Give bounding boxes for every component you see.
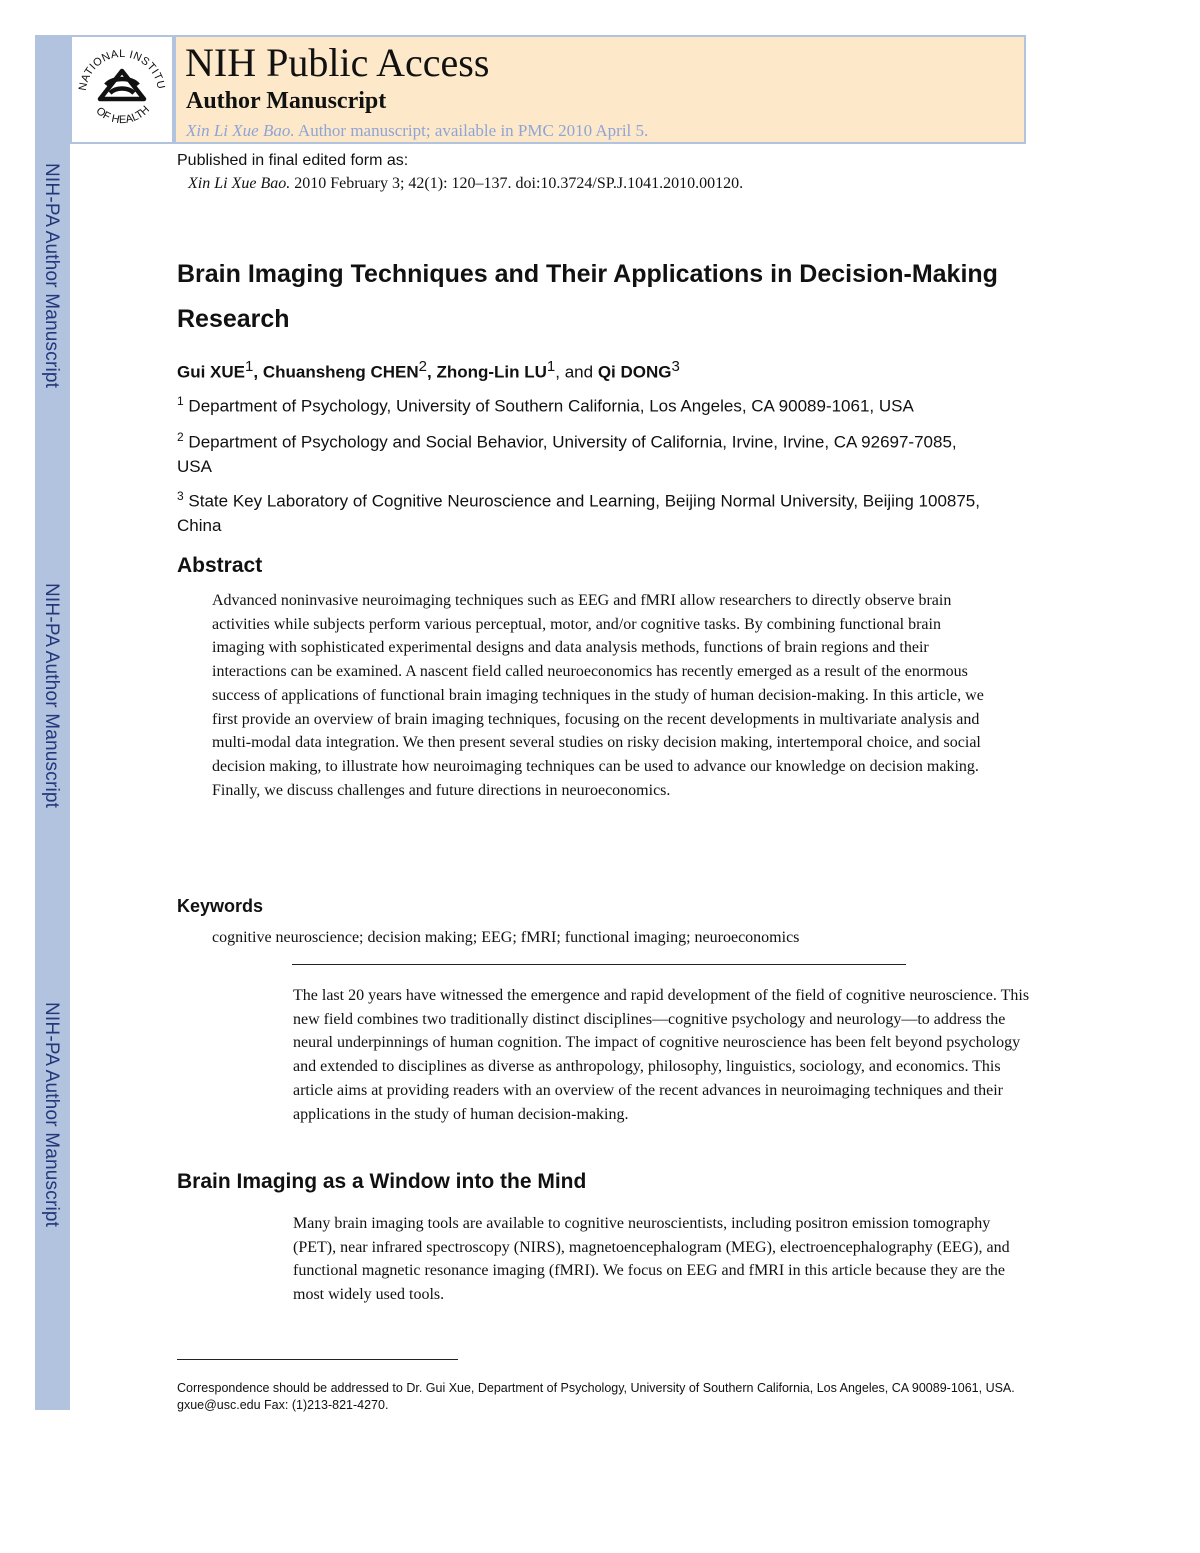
header-availability	[186, 121, 648, 141]
header-journal: Xin Li Xue Bao.	[186, 121, 295, 140]
author-sup: 2	[418, 358, 427, 375]
author-name: Chuansheng CHEN	[262, 362, 419, 382]
abstract-heading: Abstract	[177, 554, 263, 577]
author-sup: 1	[546, 358, 556, 375]
intro-paragraph: The last 20 years have witnessed the emergence and rapid development of the field of cognitive neuroscience. This new field combines two traditionally distinct disciplines—cognitive psychology and neurology—to address the neural underpinnings of human cognition. The impact of cognitive neuroscience has been felt beyond psychology and extended to disciplines as diverse as anthropology, philosophy, linguistics, sociology, and economics. This article aims at providing readers with an overview of the recent advances in neuroimaging techniques and their applications in the study of human decision-making.	[293, 987, 1030, 1123]
article-title: Brain Imaging Techniques and Their Applications in Decision-Making Research	[177, 260, 998, 333]
divider-rule	[292, 964, 906, 965]
keywords-text: cognitive neuroscience; decision making; EEG; fMRI; functional imaging; neuroeconomics	[212, 929, 800, 946]
affiliation-text: State Key Laboratory of Cognitive Neuroscience and Learning, Beijing Normal University, Beijing 100875, China	[177, 491, 980, 535]
header-title: NIH Public Access	[185, 40, 490, 85]
correspondence-footnote: Correspondence should be addressed to Dr. Gui Xue, Department of Psychology, University of Southern California, Los Angeles, CA 90089-1061, USA. gxue@usc.edu Fax: (1)213-821-4270.	[177, 1381, 1015, 1412]
abstract-text: Advanced noninvasive neuroimaging techniques such as EEG and fMRI allow researchers to directly observe brain activities while subjects perform various perceptual, motor, and/or cognitive tasks. By combining functional brain imaging with sophisticated experimental designs and data analysis methods, functions of brain regions and their interactions can be examined. A nascent field called neuroeconomics has recently emerged as a result of the enormous success of applications of functional brain imaging techniques in the study of human decision-making. In this article, we first provide an overview of brain imaging techniques, focusing on the recent developments in multivariate analysis and multi-modal data integration. We then present several studies on risky decision making, intertemporal choice, and social decision making, to illustrate how neuroimaging techniques can be used to advance our knowledge on decision making. Finally, we discuss challenges and future directions in neuroeconomics.	[212, 592, 984, 799]
svg-text:OF HEALTH: OF HEALTH	[93, 103, 153, 127]
affiliation-sup: 3	[177, 489, 184, 503]
affiliation-3	[177, 484, 1027, 538]
author-list	[177, 358, 680, 383]
citation-text: 2010 February 3; 42(1): 120–137. doi:10.3724/SP.J.1041.2010.00120.	[290, 175, 744, 192]
affiliation-text: Department of Psychology and Social Behavior, University of California, Irvine, Irvine, CA 92697-7085, USA	[177, 432, 957, 476]
nih-seal-icon	[72, 37, 172, 142]
published-label: Published in final edited form as:	[177, 152, 409, 169]
nih-logo	[70, 35, 174, 144]
affiliation-1	[177, 389, 1037, 419]
svg-text:NATIONAL INSTITUTES: NATIONAL INSTITU	[76, 47, 167, 92]
footnote-rule	[177, 1359, 458, 1360]
affiliation-2	[177, 425, 977, 479]
section-paragraph: Many brain imaging tools are available to cognitive neuroscientists, including positron emission tomography (PET), near infrared spectroscopy (NIRS), magnetoencephalogram (MEG), electroencephalography (EEG), and functional magnetic resonance imaging (fMRI). We focus on EEG and fMRI in this article because they are the most widely used tools.	[293, 1215, 1010, 1304]
author-sep: ,	[427, 362, 437, 382]
author-name: Qi DONG	[597, 362, 672, 382]
author-name: Zhong-Lin LU	[436, 362, 547, 382]
affiliation-sup: 2	[177, 430, 184, 444]
author-name: Gui XUE	[177, 362, 246, 382]
header-availability-text: Author manuscript; available in PMC 2010 April 5.	[294, 121, 649, 140]
citation-journal: Xin Li Xue Bao.	[188, 175, 291, 192]
author-sep: ,	[253, 362, 263, 382]
author-and: , and	[555, 362, 598, 382]
citation	[188, 175, 743, 193]
author-sup: 3	[671, 358, 680, 375]
affiliation-sup: 1	[177, 394, 184, 408]
author-sup: 1	[245, 358, 254, 375]
keywords-heading: Keywords	[177, 896, 264, 916]
header-banner	[174, 35, 1026, 144]
section-heading: Brain Imaging as a Window into the Mind	[177, 1170, 587, 1193]
header-subtitle: Author Manuscript	[186, 88, 387, 114]
affiliation-text: Department of Psychology, University of Southern California, Los Angeles, CA 90089-1061, USA	[183, 396, 914, 416]
